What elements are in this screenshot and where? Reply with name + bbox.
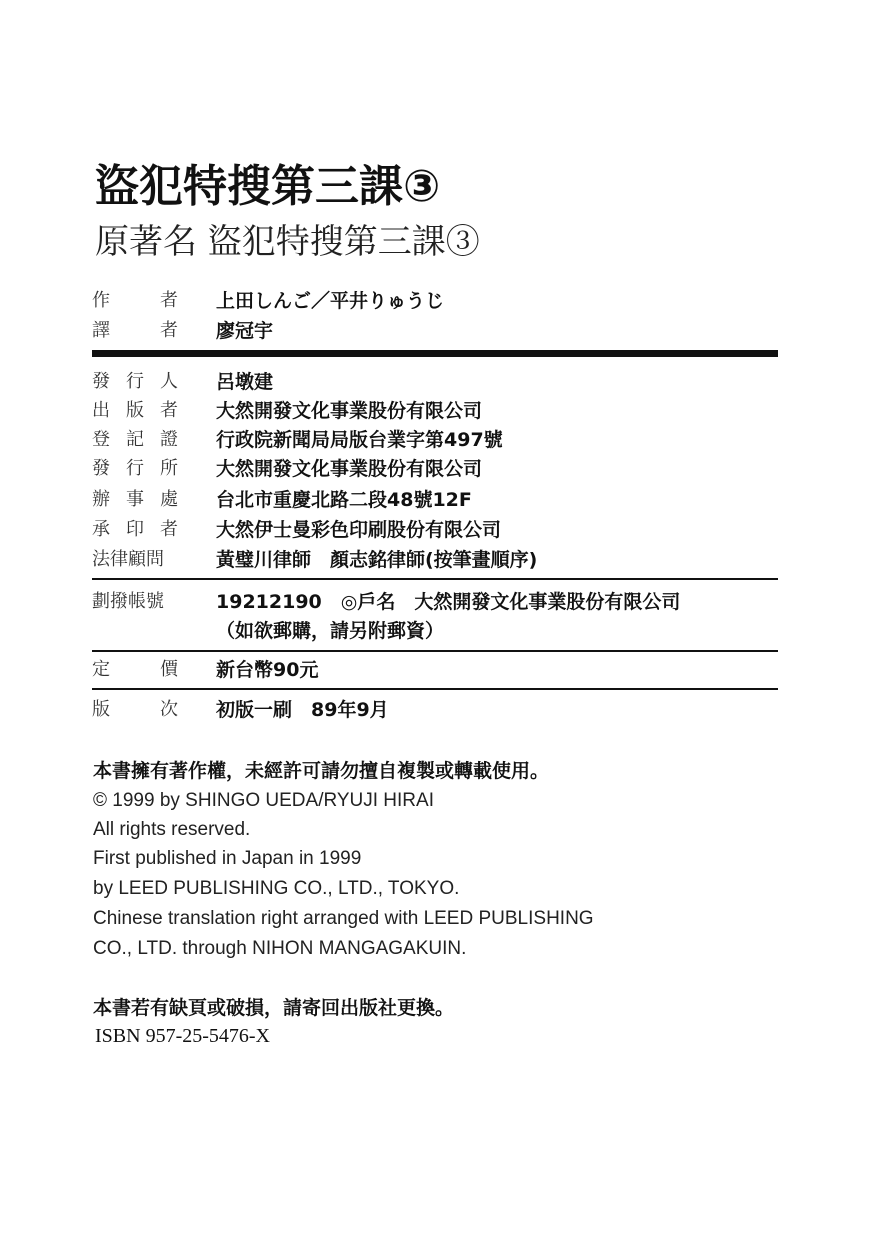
thin-divider <box>92 578 778 580</box>
pub-label-distributor: 發行所 <box>92 458 178 479</box>
credit-label-translator: 譯 者 <box>92 320 178 341</box>
pub-value-distributor: 大然開發文化事業股份有限公司 <box>216 458 483 480</box>
pub-value-registration: 行政院新聞局局版台業字第497號 <box>216 429 503 451</box>
copyright-notice-cn: 本書擁有著作權，未經許可請勿擅自複製或轉載使用。 <box>93 760 550 782</box>
thin-divider <box>92 688 778 690</box>
copyright-line: by LEED PUBLISHING CO., LTD., TOKYO. <box>93 878 460 899</box>
account-label: 劃撥帳號 <box>92 591 164 612</box>
edition-value: 初版一刷 89年9月 <box>216 699 389 721</box>
pub-value-printer: 大然伊士曼彩色印刷股份有限公司 <box>216 519 502 541</box>
copyright-line: Chinese translation right arranged with LEED PUBLISHING <box>93 908 594 929</box>
pub-label-registration: 登記證 <box>92 429 178 450</box>
copyright-line: First published in Japan in 1999 <box>93 848 362 869</box>
pub-label-publisher: 出版者 <box>92 400 178 421</box>
pub-value-office: 台北市重慶北路二段48號12F <box>216 489 472 511</box>
account-line-2: （如欲郵購，請另附郵資） <box>216 620 445 642</box>
edition-label: 版 次 <box>92 699 178 720</box>
pub-value-legal: 黃璧川律師 顏志銘律師(按筆畫順序) <box>216 549 538 571</box>
pub-label-legal: 法律顧問 <box>92 549 164 570</box>
book-title: 盜犯特搜第三課③ <box>95 161 441 212</box>
account-line-1: 19212190 ◎戶名 大然開發文化事業股份有限公司 <box>216 591 681 613</box>
credit-value-translator: 廖冠宇 <box>216 320 274 342</box>
pub-label-office: 辦事處 <box>92 489 178 510</box>
credit-value-author: 上田しんご／平井りゅうじ <box>216 290 445 312</box>
isbn: ISBN 957-25-5476-X <box>95 1025 270 1047</box>
thin-divider <box>92 650 778 652</box>
copyright-line: CO., LTD. through NIHON MANGAGAKUIN. <box>93 938 467 959</box>
pub-label-publisher-person: 發行人 <box>92 371 178 392</box>
pub-value-publisher: 大然開發文化事業股份有限公司 <box>216 400 483 422</box>
pub-label-printer: 承印者 <box>92 519 178 540</box>
copyright-line: All rights reserved. <box>93 819 251 840</box>
price-label: 定 價 <box>92 659 178 680</box>
defect-notice: 本書若有缺頁或破損，請寄回出版社更換。 <box>93 997 455 1019</box>
price-value: 新台幣90元 <box>216 659 319 681</box>
pub-value-publisher-person: 呂墩建 <box>216 371 274 393</box>
copyright-line: © 1999 by SHINGO UEDA/RYUJI HIRAI <box>93 790 434 811</box>
original-title: 原著名 盜犯特搜第三課③ <box>95 222 480 262</box>
thick-divider <box>92 350 778 357</box>
credit-label-author: 作 者 <box>92 290 178 311</box>
